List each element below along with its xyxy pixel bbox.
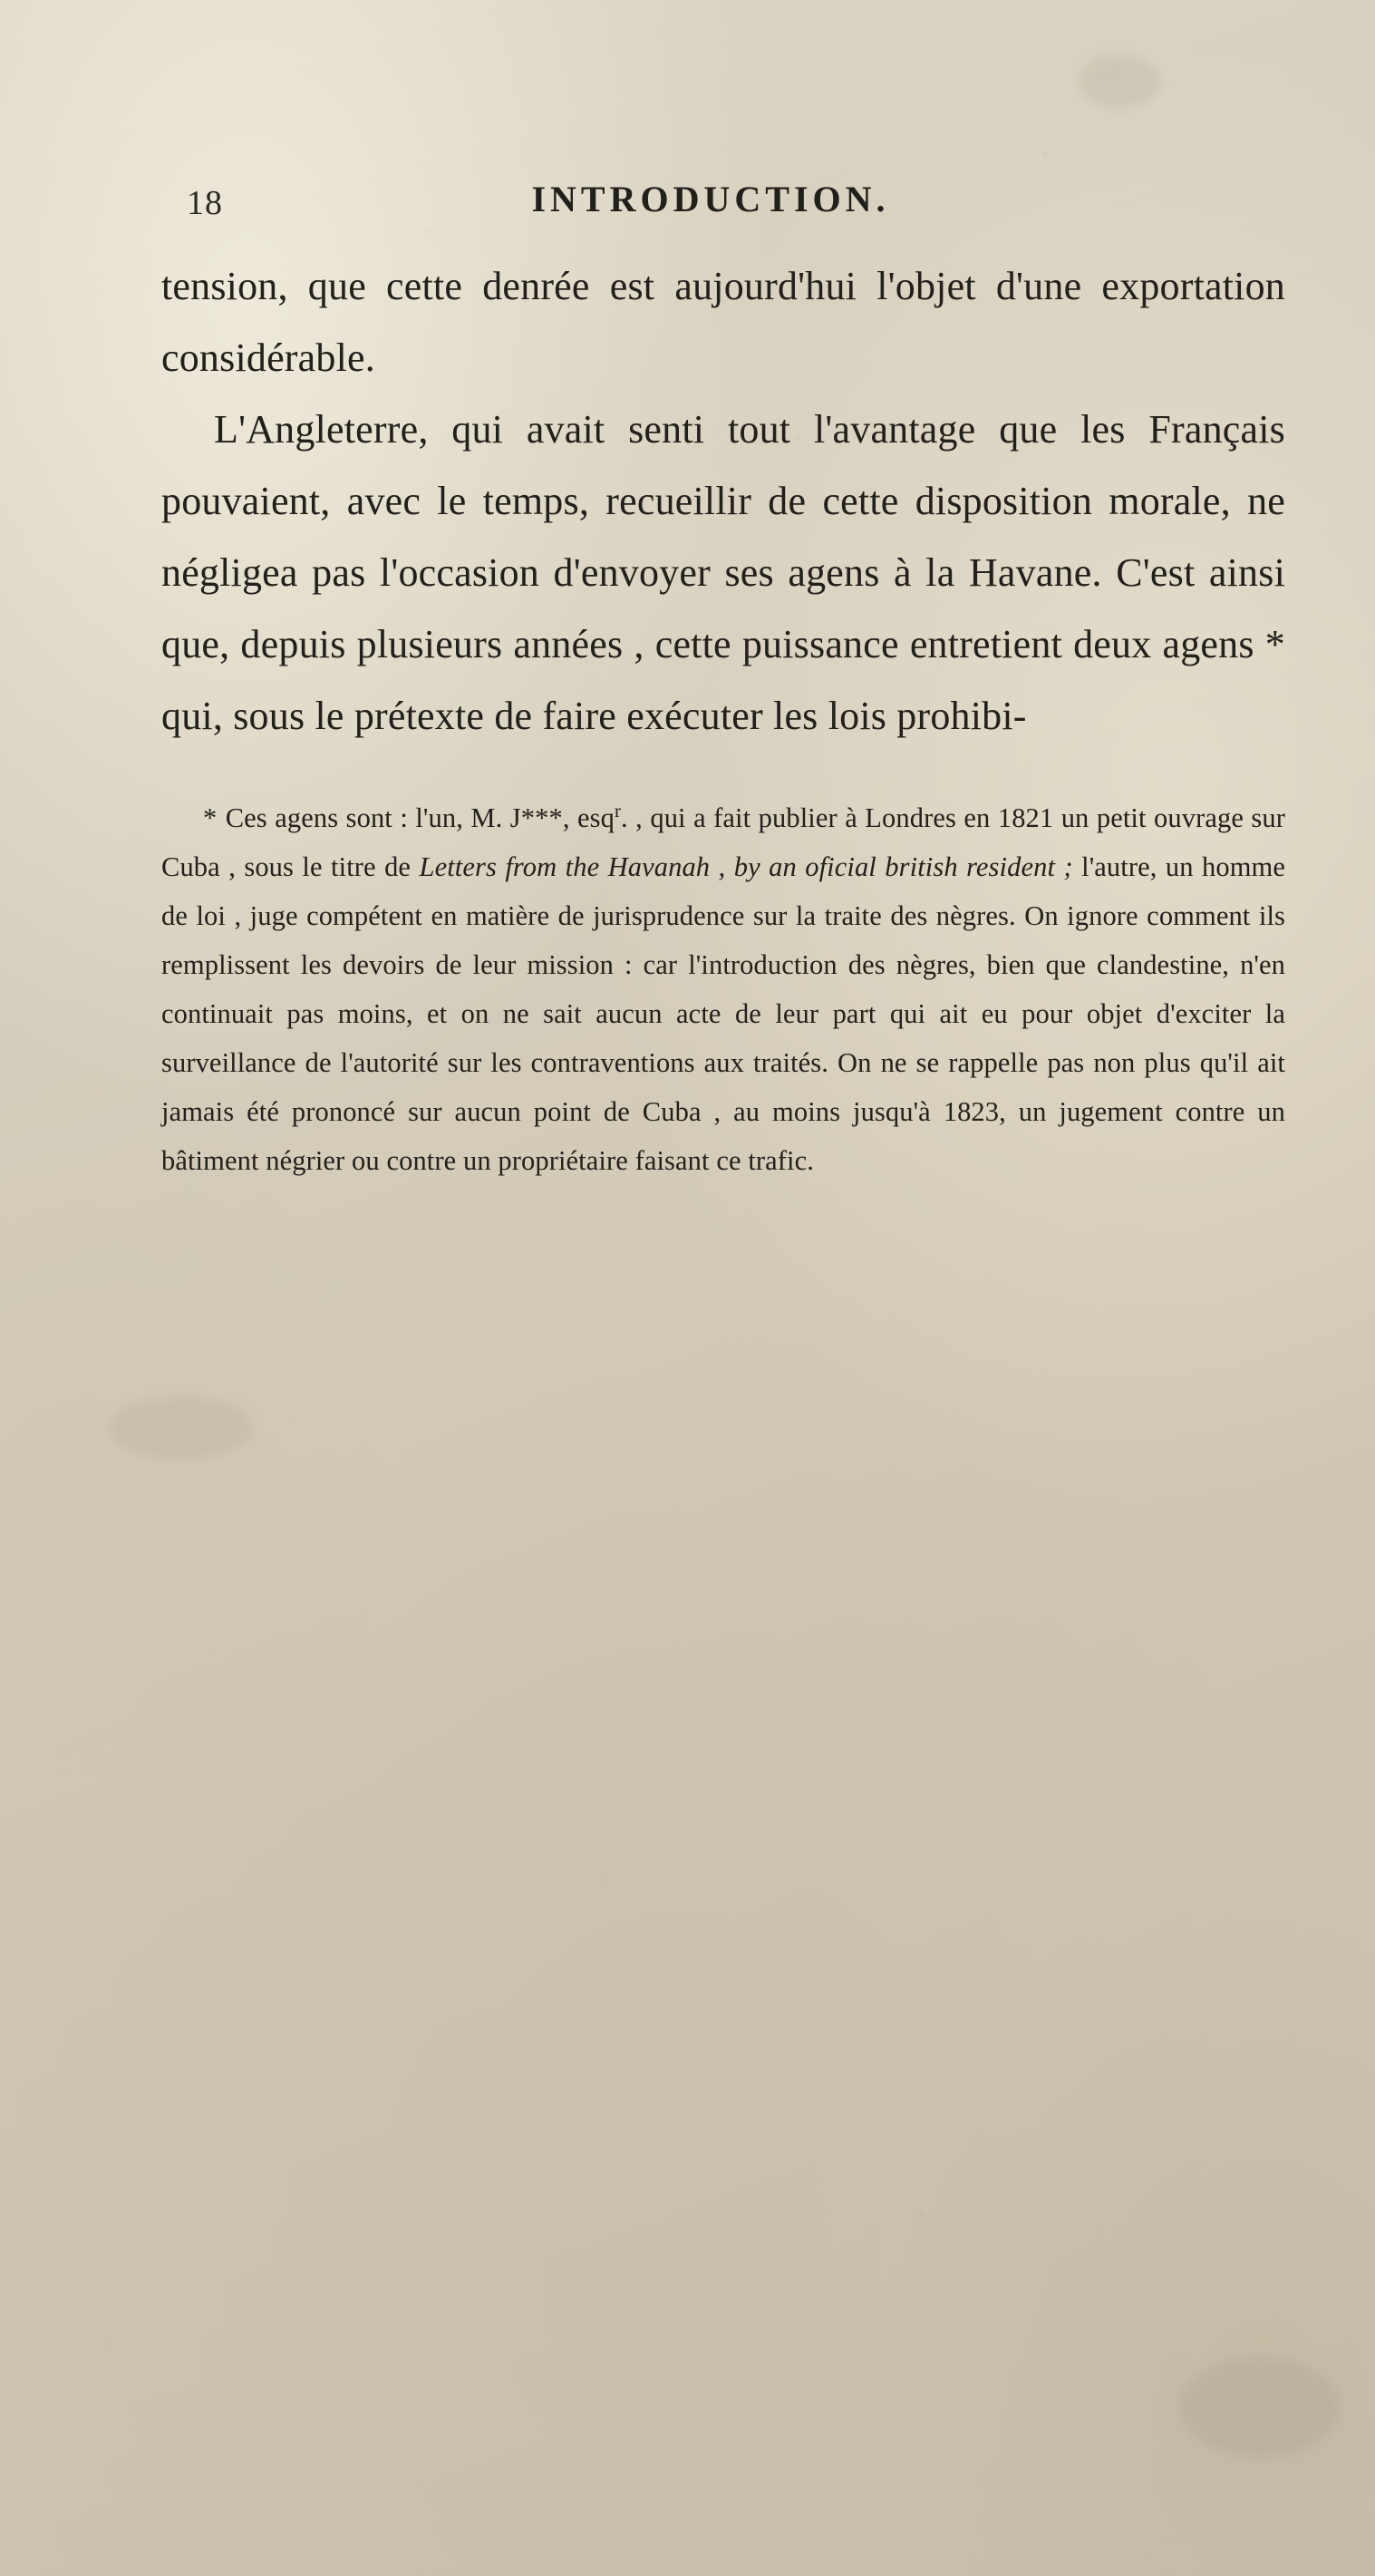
body-text	[161, 250, 1285, 752]
paper-smudge	[1079, 54, 1160, 109]
page-number: 18	[187, 184, 223, 222]
running-head	[161, 178, 1285, 232]
footnote-superscript: r	[614, 801, 621, 821]
footnote-text-part-3: l'autre, un homme de loi , juge compétent en matière de jurisprudence sur la traite des nègres. On ignore comment ils remplissent les devoirs de leur mission : car l'introduction des nègres, bien que clandestine, n'en continuait pas moins, et on ne sait aucun acte de leur part qui ait eu pour objet d'exciter la surveillance de l'autorité sur les contraventions aux traités. On ne se rappelle pas non plus qu'il ait jamais été prononcé sur aucun point de Cuba , au moins jusqu'à 1823, un jugement contre un bâtiment négrier ou contre un propriétaire faisant ce trafic.	[161, 851, 1286, 1176]
paper-smudge	[109, 1396, 254, 1460]
footnote	[161, 793, 1285, 1185]
paragraph: tension, que cette denrée est aujourd'hui l'objet d'une exportation considérable.	[161, 264, 1285, 380]
footnote-text-part-2: . , qui a fait publier à Londres en 1821 un petit ouvrage sur Cuba , sous le titre de	[161, 802, 1285, 882]
footnote-text-part-1: Ces agens sont : l'un, M. J***, esq	[225, 802, 615, 833]
paper-smudge	[1178, 2357, 1341, 2457]
paragraph: L'Angleterre, qui avait senti tout l'avantage que les Français pouvaient, avec le temps, recueillir de cette disposition morale, ne négligea pas l'occasion d'envoyer ses agens à la Havane. C'est ainsi que, depuis plusieurs années , cette puissance entretient deux agens * qui, sous le prétexte de faire exécuter les lois prohibi-	[161, 407, 1285, 738]
footnote-italic-title: Letters from the Havanah , by an oficial british resident ;	[419, 851, 1073, 882]
page-content	[161, 178, 1285, 1185]
footnote-marker: *	[203, 802, 218, 833]
page-title: INTRODUCTION.	[531, 179, 890, 219]
